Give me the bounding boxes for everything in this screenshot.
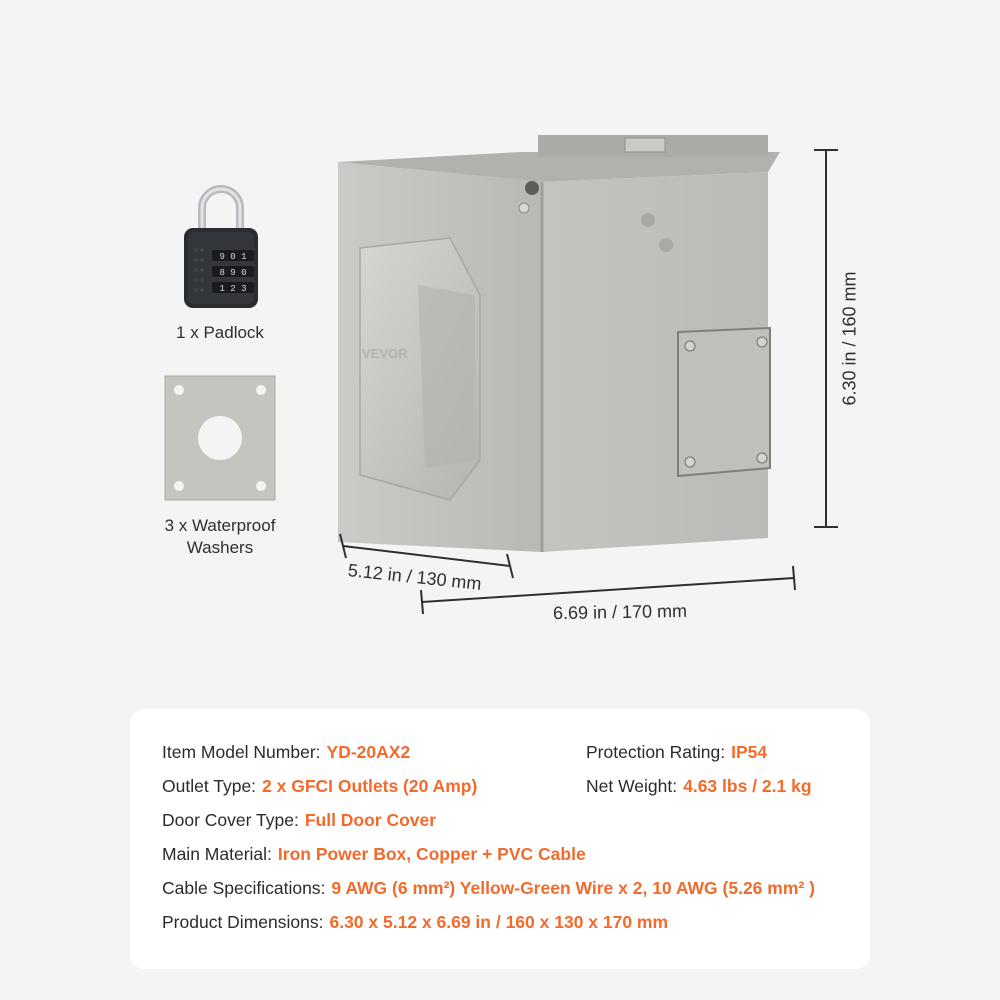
spec-product-dimensions (162, 911, 668, 933)
width-dimension-label: 6.69 in / 170 mm (552, 600, 688, 624)
spec-protection-rating (586, 741, 767, 763)
spec-label: Item Model Number: (162, 742, 321, 762)
depth-dimension-label: 5.12 in / 130 mm (347, 560, 483, 594)
spec-label: Cable Specifications: (162, 878, 326, 898)
spec-value: YD-20AX2 (326, 742, 411, 762)
height-dimension-label: 6.30 in / 160 mm (839, 271, 860, 406)
spec-label: Net Weight: (586, 776, 678, 796)
spec-label: Protection Rating: (586, 742, 726, 762)
spec-value: Iron Power Box, Copper + PVC Cable (277, 844, 586, 864)
spec-value: Full Door Cover (304, 810, 437, 830)
spec-value: 2 x GFCI Outlets (20 Amp) (262, 776, 478, 796)
dial-row-3: 1 2 3 (219, 284, 247, 294)
spec-main-material (162, 843, 586, 865)
dial-row-2: 8 9 0 (219, 268, 247, 278)
spec-model-number (162, 741, 410, 763)
specifications-card (130, 709, 870, 969)
spec-label: Main Material: (162, 844, 272, 864)
padlock-caption: 1 x Padlock (176, 323, 264, 342)
spec-outlet-type (162, 775, 477, 797)
box-brand-mark: VEVOR (362, 346, 408, 361)
spec-door-cover-type (162, 809, 436, 831)
spec-value: 4.63 lbs / 2.1 kg (683, 776, 812, 796)
spec-label: Product Dimensions: (162, 912, 324, 932)
dial-row-1: 9 0 1 (219, 252, 247, 262)
spec-label: Outlet Type: (162, 776, 257, 796)
washer-caption: 3 x Waterproof Washers (164, 516, 276, 557)
spec-value: 9 AWG (6 mm²) Yellow-Green Wire x 2, 10 AWG (5.26 mm² ) (331, 878, 815, 898)
spec-net-weight (586, 775, 812, 797)
spec-label: Door Cover Type: (162, 810, 299, 830)
spec-cable-specifications (162, 877, 815, 899)
spec-value: IP54 (731, 742, 768, 762)
spec-value: 6.30 x 5.12 x 6.69 in / 160 x 130 x 170 mm (329, 912, 669, 932)
